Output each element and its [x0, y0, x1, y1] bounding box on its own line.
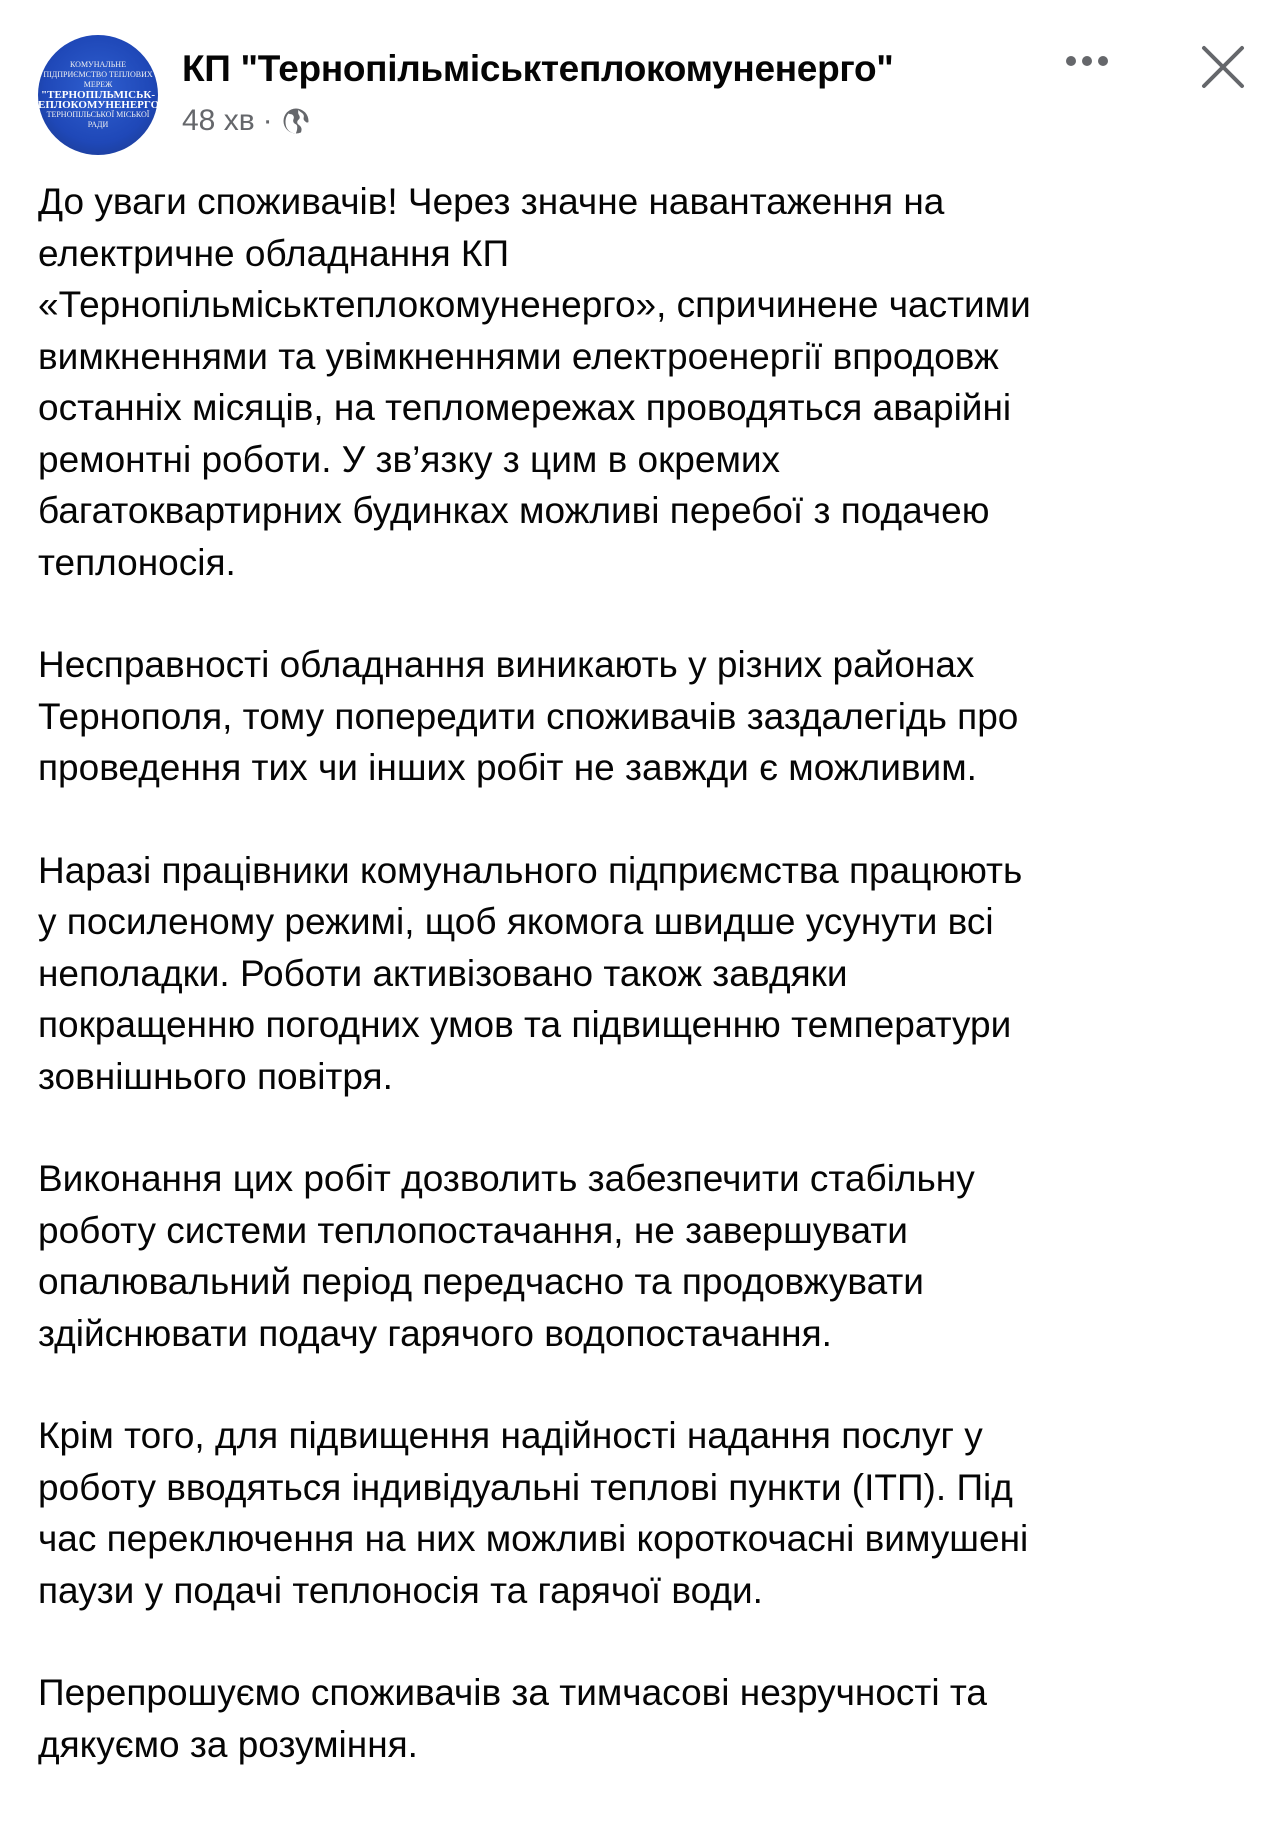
- post-text-line: роботу системи теплопостачання, не завершувати: [38, 1209, 908, 1251]
- avatar-text: ТЕРНОПІЛЬСЬКОЇ МІСЬКОЇ: [46, 110, 150, 119]
- post-paragraph: [38, 1153, 1268, 1359]
- post-text-line: вимкненнями та увімкненнями електроенергії впродовж: [38, 335, 999, 377]
- post-time[interactable]: 48 хв: [182, 104, 255, 137]
- more-horizontal-icon: [1066, 56, 1076, 66]
- post-text-line: ремонтні роботи. У зв’язку з цим в окремих: [38, 438, 781, 480]
- page-avatar[interactable]: [30, 35, 166, 155]
- post-text-line: останніх місяців, на тепломережах проводяться аварійні: [38, 387, 1012, 428]
- dot: [1098, 56, 1108, 66]
- post-text-line: Перепрошуємо споживачів за тимчасові незручності та: [38, 1672, 987, 1713]
- post-text-line: теплоносія.: [38, 541, 236, 583]
- page-name-link[interactable]: КП "Тернопільміськтеплокомуненерго": [182, 48, 894, 89]
- more-options-button[interactable]: [1066, 56, 1108, 66]
- avatar-text: КОМУНАЛЬНЕ: [70, 60, 126, 69]
- post-text-line: електричне обладнання КП: [38, 232, 510, 274]
- avatar-text: РАДИ: [87, 120, 109, 129]
- post-meta: [182, 104, 311, 138]
- post-text-line: роботу вводяться індивідуальні теплові пункти (ІТП). Під: [38, 1466, 1013, 1508]
- post-body: [38, 176, 1268, 1821]
- post-text-line: зовнішнього повітря.: [38, 1055, 393, 1097]
- avatar-text: ТЕПЛОКОМУНЕНЕРГО": [30, 99, 166, 111]
- post-text-line: неполадки. Роботи активізовано також завдяки: [38, 952, 848, 994]
- dot: [1082, 56, 1092, 66]
- post-text-line: Несправності обладнання виникають у різних районах: [38, 644, 975, 685]
- post-text-line: Наразі працівники комунального підприємства працюють: [38, 849, 1023, 891]
- post-paragraph: [38, 1410, 1268, 1616]
- post-text-line: багатоквартирних будинках можливі перебої з подачею: [38, 490, 990, 531]
- post-text-line: час переключення на них можливі короткочасні вимушені: [38, 1518, 1029, 1559]
- avatar-text: ПІДПРИЄМСТВО ТЕПЛОВИХ: [43, 70, 153, 79]
- post-text-line: дякуємо за розуміння.: [38, 1723, 418, 1765]
- post-text-line: опалювальний період передчасно та продовжувати: [38, 1261, 924, 1302]
- avatar-text: "ТЕРНОПІЛЬМІСЬК-: [41, 89, 155, 101]
- post-paragraph: [38, 1667, 1268, 1770]
- post-text-line: проведення тих чи інших робіт не завжди є можливим.: [38, 747, 977, 788]
- post-paragraph: [38, 639, 1268, 794]
- post-text-line: у посиленому режимі, щоб якомога швидше усунути всі: [38, 901, 994, 942]
- globe-icon: [281, 106, 311, 136]
- post-text-line: покращенню погодних умов та підвищенню температури: [38, 1004, 1012, 1045]
- post-text-line: Крім того, для підвищення надійності надання послуг у: [38, 1415, 983, 1456]
- avatar-text: МЕРЕЖ: [83, 80, 113, 89]
- post-text-line: Тернополя, тому попередити споживачів заздалегідь про: [38, 695, 1019, 737]
- post-text-line: «Тернопільміськтеплокомуненерго», спричинене частими: [38, 284, 1031, 325]
- post-text-line: паузи у подачі теплоносія та гарячої води.: [38, 1569, 763, 1611]
- post-text-line: До уваги споживачів! Через значне навантаження на: [38, 181, 945, 222]
- post-text-line: Виконання цих робіт дозволить забезпечити стабільну: [38, 1158, 975, 1199]
- post-paragraph: [38, 176, 1268, 588]
- meta-separator: ·: [262, 104, 273, 137]
- close-icon[interactable]: [1198, 42, 1248, 92]
- post-text-line: здійснювати подачу гарячого водопостачання.: [38, 1312, 832, 1354]
- post-paragraph: [38, 845, 1268, 1103]
